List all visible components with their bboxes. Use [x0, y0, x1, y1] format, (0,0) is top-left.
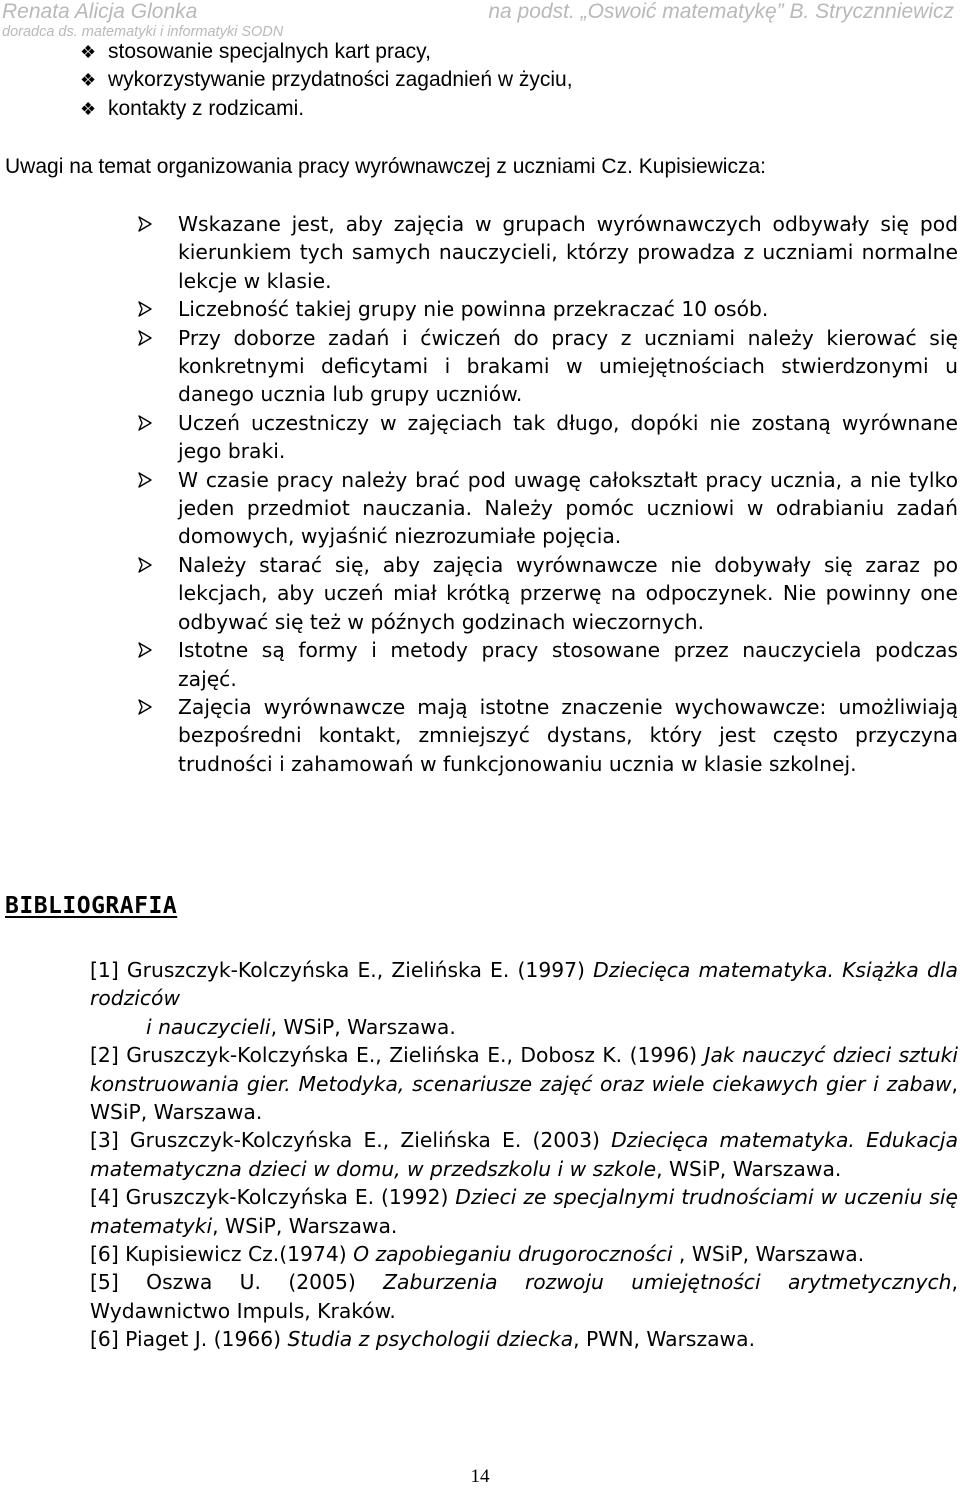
remark-item — [138, 636, 958, 693]
arrowhead-bullet-icon — [138, 557, 152, 573]
bibliography-entry — [90, 1268, 958, 1325]
remark-text: Uczeń uczestniczy w zajęciach tak długo, dopóki nie zostaną wyrównane jego braki. — [178, 410, 958, 464]
intro-item — [80, 66, 940, 94]
intro-item — [80, 38, 940, 66]
bibliography-entry — [90, 1041, 958, 1126]
remark-item — [138, 693, 958, 778]
bibliography-list — [90, 956, 958, 1354]
arrowhead-bullet-icon — [138, 415, 152, 431]
remark-item — [138, 324, 958, 409]
header-source: na podst. „Oswoić matematykę” B. Strycznniewicz — [488, 0, 954, 23]
entry-authors: [1] Gruszczyk-Kolczyńska E., Zielińska E. (1997) — [90, 958, 594, 982]
entry-title-continued: i nauczycieli — [146, 1014, 271, 1039]
remark-item — [138, 295, 958, 323]
bibliography-heading: BIBLIOGRAFIA — [5, 893, 178, 919]
remark-text: Należy starać się, aby zajęcia wyrównawcze nie dobywały się zaraz po lekcjach, aby uczeń miał krótką przerwę na odpoczynek. Nie powinny one odbywać się też w późnych godzinach wieczornych. — [178, 552, 958, 634]
bibliography-entry — [90, 956, 958, 1041]
remark-text: W czasie pracy należy brać pod uwagę całokształt pracy ucznia, a nie tylko jeden przedmiot nauczania. Należy pomóc uczniowi w odrabianiu zadań domowych, wyjaśnić niezrozumiałe pojęcia. — [178, 467, 958, 549]
remarks-heading: Uwagi na temat organizowania pracy wyrównawczej z uczniami Cz. Kupisiewicza: — [5, 155, 766, 178]
bibliography-entry — [90, 1240, 958, 1268]
entry-publisher: , WSiP, Warszawa. — [90, 1071, 958, 1125]
entry-authors: [6] Kupisiewicz Cz.(1974) — [90, 1242, 354, 1267]
entry-authors: [6] Piaget J. (1966) — [90, 1327, 288, 1352]
entry-publisher: , WSiP, Warszawa. — [656, 1156, 842, 1181]
bibliography-entry — [90, 1183, 958, 1240]
arrowhead-bullet-icon — [138, 642, 152, 658]
entry-title: Dziecięca matematyka. Książka dla rodziców — [90, 958, 958, 1011]
remark-item — [138, 210, 958, 295]
arrowhead-bullet-icon — [138, 472, 152, 488]
remark-text: Istotne są formy i metody pracy stosowane przez nauczyciela podczas zajęć. — [178, 638, 958, 691]
entry-publisher: , PWN, Warszawa. — [573, 1327, 756, 1352]
arrowhead-bullet-icon — [138, 699, 152, 715]
bibliography-entry — [90, 1126, 958, 1183]
entry-authors: [4] Gruszczyk-Kolczyńska E. (1992) — [90, 1185, 456, 1210]
remark-item — [138, 551, 958, 636]
remark-item — [138, 409, 958, 466]
remarks-list — [138, 210, 958, 778]
diamond-bullet-icon: ❖ — [80, 70, 97, 91]
intro-item-text: stosowanie specjalnych kart pracy, — [108, 40, 431, 63]
header-author-role: doradca ds. matematyki i informatyki SODN — [2, 24, 284, 40]
arrowhead-bullet-icon — [138, 216, 152, 232]
entry-authors: [3] Gruszczyk-Kolczyńska E., Zielińska E. (2003) — [90, 1128, 612, 1153]
arrowhead-bullet-icon — [138, 330, 152, 346]
entry-title: Dzieci ze specjalnymi trudnościami w uczeniu się matematyki — [90, 1185, 958, 1238]
remark-text: Zajęcia wyrównawcze mają istotne znaczenie wychowawcze: umożliwiają bezpośredni kontakt, zmniejszyć dystans, który jest często przyczyna trudności i zahamowań w funkcjonowaniu ucznia w klasie szkolnej. — [178, 694, 958, 776]
intro-list — [80, 38, 940, 123]
intro-item-text: wykorzystywanie przydatności zagadnień w życiu, — [108, 68, 573, 92]
page-number: 14 — [470, 1466, 490, 1487]
intro-item-text: kontakty z rodzicami. — [108, 96, 305, 120]
entry-authors: [2] Gruszczyk-Kolczyńska E., Zielińska E., Dobosz K. (1996) — [90, 1043, 705, 1068]
diamond-bullet-icon: ❖ — [80, 42, 97, 62]
entry-continuation — [90, 1013, 958, 1041]
bibliography-entry — [90, 1325, 958, 1353]
header-author: Renata Alicja Glonka — [2, 0, 198, 23]
entry-publisher: , WSiP, Warszawa. — [270, 1014, 456, 1039]
entry-title: Studia z psychologii dziecka — [287, 1327, 574, 1352]
arrowhead-bullet-icon — [138, 301, 152, 317]
diamond-bullet-icon: ❖ — [80, 98, 97, 119]
entry-title: Zaburzenia rozwoju umiejętności arytmetycznych — [383, 1270, 952, 1295]
entry-publisher: , WSiP, Warszawa. — [672, 1242, 865, 1267]
intro-item — [80, 95, 940, 123]
entry-authors: [5] Oszwa U. (2005) — [90, 1270, 384, 1295]
remark-text: Wskazane jest, aby zajęcia w grupach wyrównawczych odbywały się pod kierunkiem tych samych nauczycieli, którzy prowadza z uczniami normalne lekcje w klasie. — [178, 212, 958, 293]
entry-title: O zapobieganiu drugoroczności — [353, 1242, 673, 1267]
remark-item — [138, 466, 958, 551]
entry-title: Jak nauczyć dzieci sztuki konstruowania gier. Metodyka, scenariusze zajęć oraz wiele ciekawych gier i zabaw — [90, 1043, 958, 1096]
remark-text: Przy doborze zadań i ćwiczeń do pracy z uczniami należy kierować się konkretnymi deficytami i brakami w umiejętnościach stwierdzonymi u danego ucznia lub grupy uczniów. — [178, 325, 958, 407]
entry-publisher: , WSiP, Warszawa. — [212, 1213, 398, 1238]
entry-title: Dziecięca matematyka. Edukacja matematyczna dzieci w domu, w przedszkolu i w szkole — [90, 1128, 958, 1181]
entry-publisher: , Wydawnictwo Impuls, Kraków. — [90, 1270, 958, 1323]
remark-text: Liczebność takiej grupy nie powinna przekraczać 10 osób. — [178, 297, 769, 322]
